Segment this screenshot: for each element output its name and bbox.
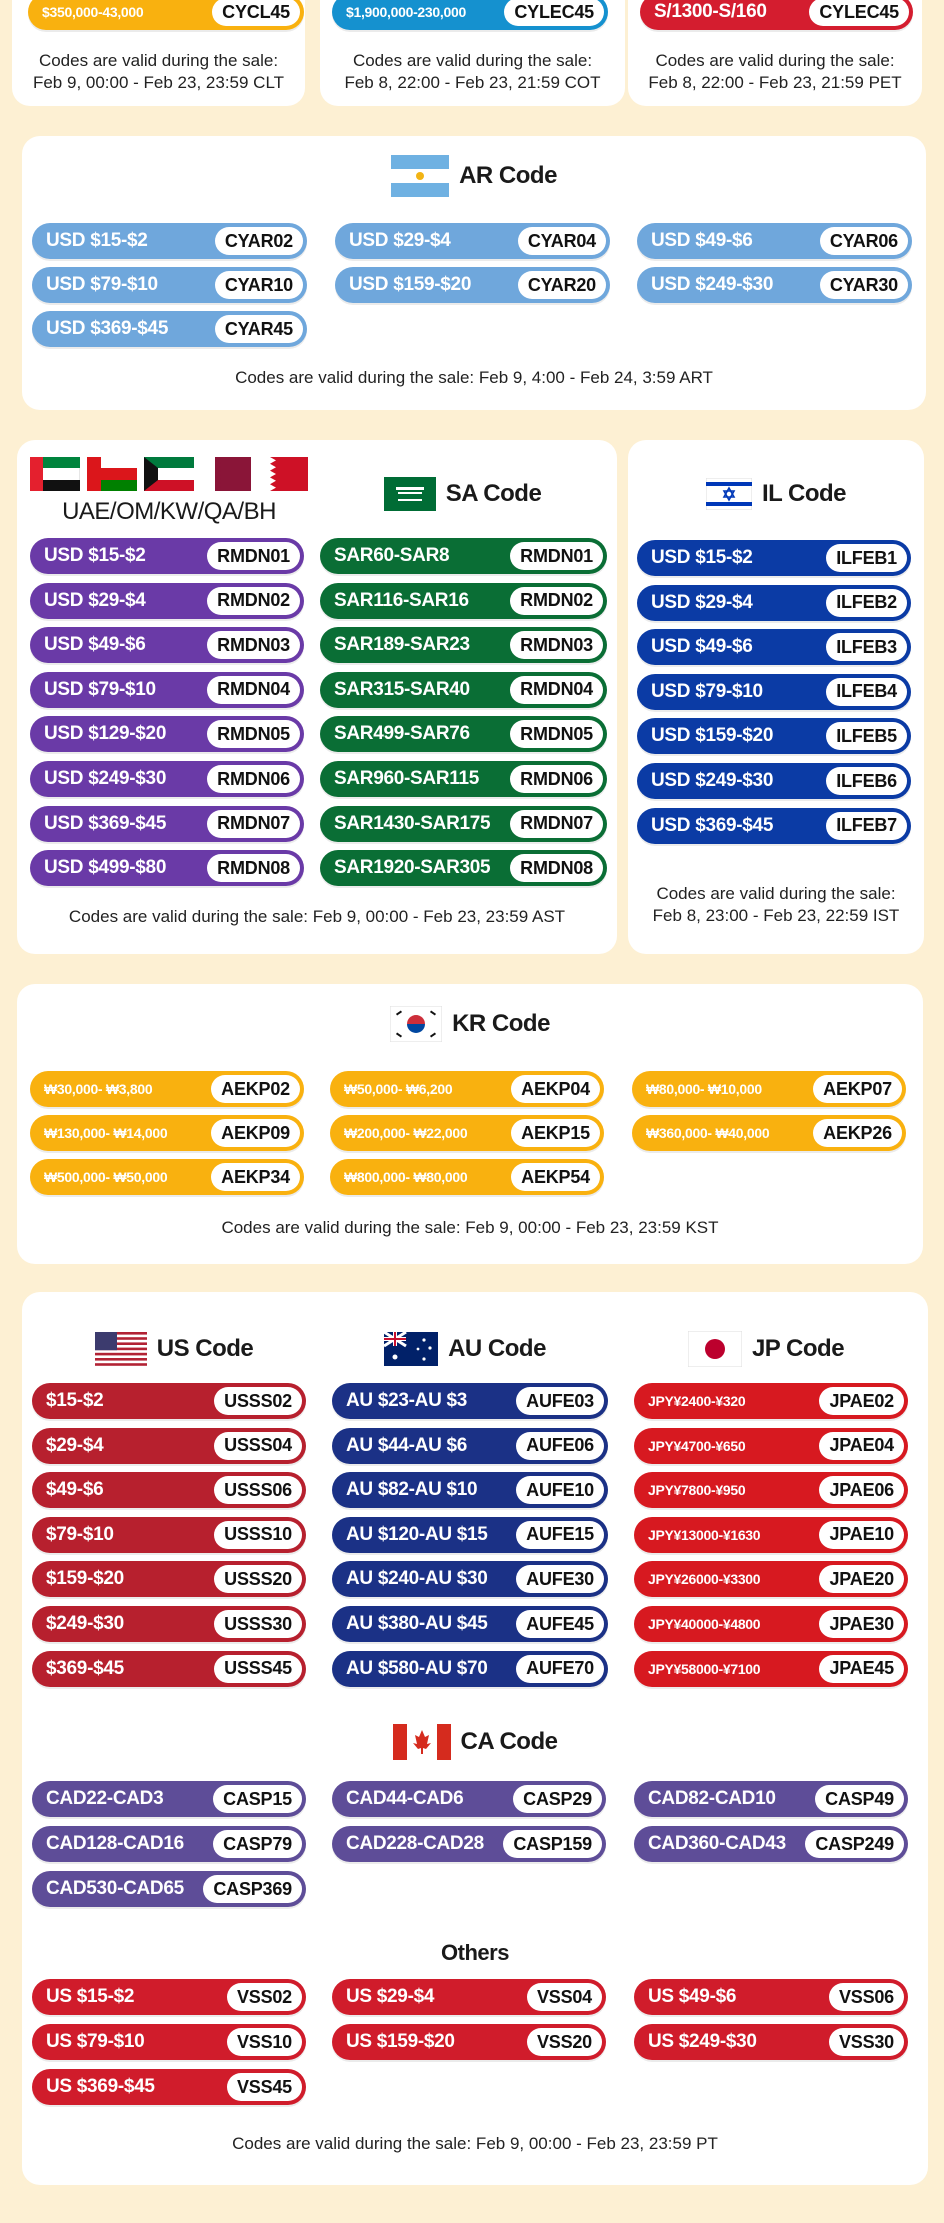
coupon-code[interactable]: AEKP07 — [813, 1075, 902, 1103]
price-range: AU $82-AU $10 — [346, 1479, 478, 1501]
coupon-code[interactable]: CYAR30 — [820, 271, 908, 299]
coupon-code[interactable]: AUFE45 — [516, 1610, 604, 1638]
price-range: USD $29-$4 — [349, 230, 451, 251]
argentina-flag-icon — [391, 155, 449, 197]
price-range: JPY¥4700-¥650 — [648, 1437, 746, 1454]
price-range: $15-$2 — [46, 1390, 104, 1411]
coupon-code[interactable]: CYAR02 — [215, 227, 303, 255]
ar-code-title: AR Code — [22, 154, 926, 198]
price-range: SAR60-SAR8 — [334, 545, 450, 566]
price-range: SAR189-SAR23 — [334, 634, 470, 656]
price-range: USD $249-$30 — [651, 274, 774, 295]
coupon-code[interactable]: JPAE10 — [819, 1521, 904, 1549]
coupon-code[interactable]: ILFEB2 — [826, 589, 907, 617]
au-code-title: AU Code — [320, 1327, 610, 1371]
price-range: AU $44-AU $6 — [346, 1434, 468, 1456]
price-range: $49-$6 — [46, 1479, 104, 1501]
code-pill[interactable] — [634, 1979, 908, 2015]
coupon-code[interactable]: CYLEC45 — [809, 0, 909, 26]
coupon-code[interactable]: AEKP34 — [211, 1163, 300, 1191]
coupon-code[interactable]: CYAR10 — [215, 271, 303, 299]
code-pill[interactable] — [32, 1606, 306, 1642]
coupon-code[interactable]: CYAR20 — [518, 271, 606, 299]
code-pill[interactable] — [330, 1115, 604, 1151]
coupon-code[interactable]: CASP15 — [213, 1785, 302, 1813]
code-pill[interactable] — [332, 1979, 606, 2015]
price-range: USD $29-$4 — [44, 589, 146, 611]
code-pill[interactable] — [32, 311, 307, 347]
price-range: USD $79-$10 — [44, 678, 156, 700]
price-range: US $369-$45 — [46, 2076, 155, 2097]
code-pill[interactable] — [634, 1651, 908, 1687]
code-pill[interactable] — [320, 716, 607, 752]
price-range: USD $49-$6 — [651, 636, 753, 658]
code-pill[interactable] — [634, 1781, 908, 1817]
price-range: AU $580-AU $70 — [346, 1657, 488, 1679]
coupon-code[interactable]: CYAR06 — [820, 227, 908, 255]
price-range: CAD228-CAD28 — [346, 1833, 484, 1854]
canada-flag-icon — [393, 1724, 451, 1760]
coupon-code[interactable]: USSS04 — [214, 1432, 302, 1460]
code-pill[interactable] — [634, 1561, 908, 1597]
israel-flag-icon — [706, 478, 752, 510]
coupon-code[interactable]: AUFE10 — [516, 1476, 604, 1504]
code-pill[interactable] — [320, 806, 607, 842]
code-pill[interactable] — [32, 1871, 306, 1907]
il-code-title: IL Code — [628, 472, 924, 516]
price-range: USD $499-$80 — [44, 857, 167, 879]
code-pill[interactable] — [634, 1428, 908, 1464]
code-pill[interactable] — [332, 1781, 606, 1817]
price-range: USD $49-$6 — [44, 634, 146, 656]
code-pill[interactable] — [32, 223, 307, 259]
coupon-code[interactable]: RMDN03 — [510, 631, 603, 659]
price-range: ₩800,000- ₩80,000 — [344, 1169, 468, 1185]
coupon-code[interactable]: CYLEC45 — [504, 0, 604, 26]
coupon-code[interactable]: JPAE06 — [819, 1476, 904, 1504]
price-range: SAR116-SAR16 — [334, 589, 469, 611]
price-range: CAD44-CAD6 — [346, 1788, 464, 1809]
price-range: $29-$4 — [46, 1434, 104, 1456]
coupon-code[interactable]: VSS06 — [829, 1983, 904, 2011]
code-pill[interactable] — [320, 761, 607, 797]
japan-flag-icon — [688, 1331, 742, 1367]
price-range: USD $49-$6 — [651, 230, 753, 251]
price-range: $369-$45 — [46, 1657, 124, 1679]
code-pill[interactable] — [32, 1651, 306, 1687]
code-pill[interactable] — [634, 1826, 908, 1862]
coupon-code[interactable]: VSS30 — [829, 2028, 904, 2056]
coupon-code[interactable]: RMDN02 — [207, 587, 300, 615]
coupon-code[interactable]: RMDN06 — [510, 765, 603, 793]
coupon-code[interactable]: USSS45 — [214, 1655, 302, 1683]
price-range: ₩50,000- ₩6,200 — [344, 1081, 453, 1097]
price-range: US $29-$4 — [346, 1986, 435, 2007]
code-pill[interactable] — [320, 850, 607, 886]
coupon-code[interactable]: JPAE02 — [819, 1387, 904, 1415]
coupon-code[interactable]: RMDN01 — [207, 542, 300, 570]
price-range: CAD530-CAD65 — [46, 1878, 184, 1899]
coupon-code[interactable]: CASP79 — [213, 1830, 302, 1858]
price-range: USD $29-$4 — [651, 591, 753, 613]
coupon-code[interactable]: AEKP09 — [211, 1119, 300, 1147]
us-flag-icon — [95, 1332, 147, 1366]
price-range: USD $79-$10 — [46, 274, 158, 295]
code-pill[interactable] — [634, 1383, 908, 1419]
validity-note: Codes are valid during the sale: Feb 9, 00:00 - Feb 23, 23:59 KST — [221, 1218, 719, 1237]
coupon-code[interactable]: USSS06 — [214, 1476, 302, 1504]
price-range: ₩130,000- ₩14,000 — [44, 1125, 168, 1141]
code-pill[interactable] — [332, 1826, 606, 1862]
price-range: US $249-$30 — [648, 2031, 757, 2052]
coupon-code[interactable]: CASP369 — [203, 1875, 302, 1903]
coupon-code[interactable]: CYCL45 — [212, 0, 300, 26]
coupon-code[interactable]: USSS30 — [214, 1610, 302, 1638]
price-range: SAR315-SAR40 — [334, 678, 470, 700]
coupon-code[interactable]: RMDN07 — [207, 810, 300, 838]
price-range: USD $249-$30 — [44, 768, 167, 789]
code-pill[interactable] — [30, 1115, 304, 1151]
price-range: JPY¥13000-¥1630 — [648, 1526, 761, 1543]
code-pill[interactable] — [30, 583, 304, 619]
coupon-code[interactable]: AUFE30 — [516, 1565, 604, 1593]
coupon-code[interactable]: USSS20 — [214, 1565, 302, 1593]
coupon-code[interactable]: JPAE45 — [819, 1655, 904, 1683]
price-range: $159-$20 — [46, 1568, 124, 1590]
code-pill[interactable] — [335, 223, 610, 259]
validity-note: Codes are valid during the sale: Feb 8, 22:00 - Feb 23, 21:59 PET — [648, 51, 902, 92]
code-pill[interactable] — [332, 0, 608, 30]
price-range: JPY¥26000-¥3300 — [648, 1571, 761, 1588]
price-range: CAD82-CAD10 — [648, 1788, 776, 1809]
code-pill[interactable] — [637, 585, 911, 621]
code-pill[interactable] — [30, 806, 304, 842]
code-pill[interactable] — [32, 1472, 306, 1508]
price-range: USD $369-$45 — [651, 814, 774, 836]
code-pill[interactable] — [335, 267, 610, 303]
bahrain-flag-icon — [258, 457, 308, 491]
price-range: SAR1430-SAR175 — [334, 812, 491, 834]
code-pill[interactable] — [32, 267, 307, 303]
coupon-code[interactable]: RMDN03 — [207, 631, 300, 659]
price-range: SAR499-SAR76 — [334, 723, 470, 745]
code-pill[interactable] — [30, 850, 304, 886]
validity-note: Codes are valid during the sale: Feb 8, 23:00 - Feb 23, 22:59 IST — [652, 884, 900, 925]
coupon-code[interactable]: JPAE20 — [819, 1565, 904, 1593]
coupon-code[interactable]: RMDN05 — [510, 720, 603, 748]
code-pill[interactable] — [320, 538, 607, 574]
code-pill[interactable] — [640, 0, 913, 30]
coupon-code[interactable]: AEKP15 — [511, 1119, 600, 1147]
price-range: SAR960-SAR115 — [334, 768, 480, 789]
price-range: USD $159-$20 — [651, 725, 774, 747]
code-pill[interactable] — [637, 674, 911, 710]
price-range: US $49-$6 — [648, 1986, 737, 2007]
code-pill[interactable] — [32, 1428, 306, 1464]
price-range: USD $15-$2 — [46, 230, 148, 251]
price-range: JPY¥40000-¥4800 — [648, 1616, 761, 1632]
code-pill[interactable] — [30, 716, 304, 752]
price-range: SAR1920-SAR305 — [334, 857, 491, 879]
coupon-code[interactable]: ILFEB6 — [826, 767, 907, 795]
price-range: JPY¥7800-¥950 — [648, 1482, 746, 1499]
code-pill[interactable] — [634, 1472, 908, 1508]
coupon-code[interactable]: VSS45 — [227, 2073, 302, 2101]
oman-flag-icon — [87, 457, 137, 491]
price-range: ₩30,000- ₩3,800 — [44, 1081, 153, 1097]
price-range: ₩80,000- ₩10,000 — [646, 1081, 762, 1097]
coupon-code[interactable]: RMDN01 — [510, 542, 603, 570]
coupon-code[interactable]: JPAE04 — [819, 1432, 904, 1460]
price-range: ₩500,000- ₩50,000 — [44, 1169, 168, 1185]
coupon-code[interactable]: AEKP54 — [511, 1163, 600, 1191]
coupon-code[interactable]: RMDN06 — [207, 765, 300, 793]
code-pill[interactable] — [32, 1561, 306, 1597]
code-pill[interactable] — [330, 1159, 604, 1195]
code-pill[interactable] — [634, 1517, 908, 1553]
coupon-code[interactable]: RMDN02 — [510, 587, 603, 615]
qatar-flag-icon — [201, 457, 251, 491]
coupon-code[interactable]: AEKP26 — [813, 1119, 902, 1147]
price-range: USD $369-$45 — [46, 318, 169, 339]
code-pill[interactable] — [332, 1606, 608, 1642]
price-range: US $79-$10 — [46, 2031, 145, 2052]
price-range: JPY¥58000-¥7100 — [648, 1660, 761, 1677]
price-range: USD $15-$2 — [651, 547, 753, 568]
kuwait-flag-icon — [144, 457, 194, 491]
code-pill[interactable] — [330, 1071, 604, 1107]
code-pill[interactable] — [332, 1651, 608, 1687]
price-range: AU $120-AU $15 — [346, 1523, 488, 1545]
validity-note: Codes are valid during the sale: Feb 9, 00:00 - Feb 23, 23:59 AST — [68, 907, 566, 926]
price-range: USD $129-$20 — [44, 723, 167, 745]
us-code-title: US Code — [30, 1327, 318, 1371]
coupon-code[interactable]: AEKP02 — [211, 1075, 300, 1103]
price-range: USD $79-$10 — [651, 680, 763, 702]
coupon-code[interactable]: CASP249 — [805, 1830, 904, 1858]
coupon-code[interactable]: RMDN04 — [207, 676, 300, 704]
price-range: $350,000-43,000 — [42, 4, 144, 20]
code-pill[interactable] — [32, 1781, 306, 1817]
price-range: JPY¥2400-¥320 — [648, 1393, 746, 1409]
coupon-code[interactable]: CYAR04 — [518, 227, 606, 255]
coupon-code[interactable]: VSS20 — [527, 2028, 602, 2056]
price-range: US $15-$2 — [46, 1986, 135, 2007]
price-range: $1,900,000-230,000 — [346, 4, 466, 20]
coupon-code[interactable]: VSS02 — [227, 1983, 302, 2011]
coupon-code[interactable]: ILFEB7 — [826, 812, 907, 840]
price-range: $249-$30 — [46, 1613, 124, 1634]
coupon-code[interactable]: ILFEB5 — [826, 722, 907, 750]
code-pill[interactable] — [332, 2024, 606, 2060]
code-pill[interactable] — [32, 1383, 306, 1419]
coupon-code[interactable]: VSS10 — [227, 2028, 302, 2056]
validity-note: Codes are valid during the sale: Feb 9, 4:00 - Feb 24, 3:59 ART — [235, 368, 713, 387]
code-pill[interactable] — [32, 1826, 306, 1862]
coupon-code[interactable]: AUFE03 — [516, 1387, 604, 1415]
kr-code-title: KR Code — [17, 1002, 923, 1046]
code-pill[interactable] — [320, 627, 607, 663]
code-pill[interactable] — [30, 672, 304, 708]
coupon-code[interactable]: RMDN08 — [510, 854, 603, 882]
coupon-code[interactable]: ILFEB1 — [826, 544, 907, 572]
validity-note: Codes are valid during the sale: Feb 9, 00:00 - Feb 23, 23:59 PT — [232, 2134, 718, 2153]
code-pill[interactable] — [332, 1383, 608, 1419]
code-pill[interactable] — [637, 763, 911, 799]
code-pill[interactable] — [332, 1517, 608, 1553]
price-range: CAD128-CAD16 — [46, 1833, 184, 1854]
coupon-code[interactable]: USSS02 — [214, 1387, 302, 1415]
coupon-code[interactable]: CASP29 — [513, 1785, 602, 1813]
coupon-code[interactable]: CASP49 — [815, 1785, 904, 1813]
coupon-code[interactable]: ILFEB3 — [826, 633, 907, 661]
south-korea-flag-icon — [390, 1006, 442, 1042]
price-range: US $159-$20 — [346, 2031, 455, 2052]
price-range: USD $15-$2 — [44, 545, 146, 566]
price-range: USD $369-$45 — [44, 812, 167, 834]
price-range: CAD360-CAD43 — [648, 1833, 786, 1854]
ca-code-title: CA Code — [22, 1720, 928, 1764]
validity-note: Codes are valid during the sale: Feb 9, 00:00 - Feb 23, 23:59 CLT — [32, 51, 285, 92]
code-pill[interactable] — [32, 1517, 306, 1553]
coupon-code[interactable]: AUFE06 — [516, 1432, 604, 1460]
code-pill[interactable] — [637, 808, 911, 844]
coupon-code[interactable]: ILFEB4 — [826, 678, 907, 706]
coupon-code[interactable]: AUFE15 — [516, 1521, 604, 1549]
price-range: ₩200,000- ₩22,000 — [344, 1125, 468, 1141]
coupon-code[interactable]: JPAE30 — [819, 1610, 904, 1638]
price-range: $79-$10 — [46, 1523, 114, 1545]
coupon-code[interactable]: RMDN08 — [207, 854, 300, 882]
code-pill[interactable] — [30, 538, 304, 574]
code-pill[interactable] — [637, 267, 912, 303]
code-pill[interactable] — [32, 2024, 306, 2060]
code-pill[interactable] — [634, 1606, 908, 1642]
price-range: CAD22-CAD3 — [46, 1788, 164, 1809]
coupon-code[interactable]: CYAR45 — [215, 315, 303, 343]
gulf-code-title: UAE/OM/KW/QA/BH — [62, 498, 276, 525]
validity-note: Codes are valid during the sale: Feb 8, 22:00 - Feb 23, 21:59 COT — [344, 51, 601, 92]
code-pill[interactable] — [28, 0, 304, 30]
saudi-flag-icon — [384, 477, 436, 511]
price-range: USD $159-$20 — [349, 274, 472, 295]
code-pill[interactable] — [32, 2069, 306, 2105]
price-range: ₩360,000- ₩40,000 — [646, 1125, 770, 1141]
price-range: AU $240-AU $30 — [346, 1568, 488, 1590]
price-range: S/1300-S/160 — [654, 1, 767, 22]
code-pill[interactable] — [634, 2024, 908, 2060]
coupon-code[interactable]: VSS04 — [527, 1983, 602, 2011]
coupon-code[interactable]: AUFE70 — [516, 1655, 604, 1683]
coupon-code[interactable]: AEKP04 — [511, 1075, 600, 1103]
code-pill[interactable] — [30, 1159, 304, 1195]
code-pill[interactable] — [637, 629, 911, 665]
coupon-code[interactable]: RMDN04 — [510, 676, 603, 704]
jp-code-title: JP Code — [616, 1327, 916, 1371]
code-pill[interactable] — [30, 1071, 304, 1107]
code-pill[interactable] — [32, 1979, 306, 2015]
price-range: AU $23-AU $3 — [346, 1390, 468, 1411]
code-pill[interactable] — [320, 672, 607, 708]
others-code-title: Others — [441, 1940, 509, 1965]
coupon-code[interactable]: USSS10 — [214, 1521, 302, 1549]
code-pill[interactable] — [632, 1115, 906, 1151]
code-pill[interactable] — [332, 1561, 608, 1597]
code-pill[interactable] — [637, 718, 911, 754]
sa-code-title: SA Code — [320, 472, 605, 516]
coupon-code[interactable]: RMDN05 — [207, 720, 300, 748]
coupon-code[interactable]: CASP159 — [503, 1830, 602, 1858]
australia-flag-icon — [384, 1332, 438, 1366]
code-pill[interactable] — [637, 223, 912, 259]
code-pill[interactable] — [30, 627, 304, 663]
code-pill[interactable] — [320, 583, 607, 619]
uae-flag-icon — [30, 457, 80, 491]
code-pill[interactable] — [332, 1472, 608, 1508]
code-pill[interactable] — [30, 761, 304, 797]
price-range: AU $380-AU $45 — [346, 1613, 488, 1634]
coupon-code[interactable]: RMDN07 — [510, 810, 603, 838]
gulf-flags — [30, 457, 308, 491]
code-pill[interactable] — [332, 1428, 608, 1464]
code-pill[interactable] — [637, 540, 911, 576]
code-pill[interactable] — [632, 1071, 906, 1107]
price-range: USD $249-$30 — [651, 770, 774, 791]
